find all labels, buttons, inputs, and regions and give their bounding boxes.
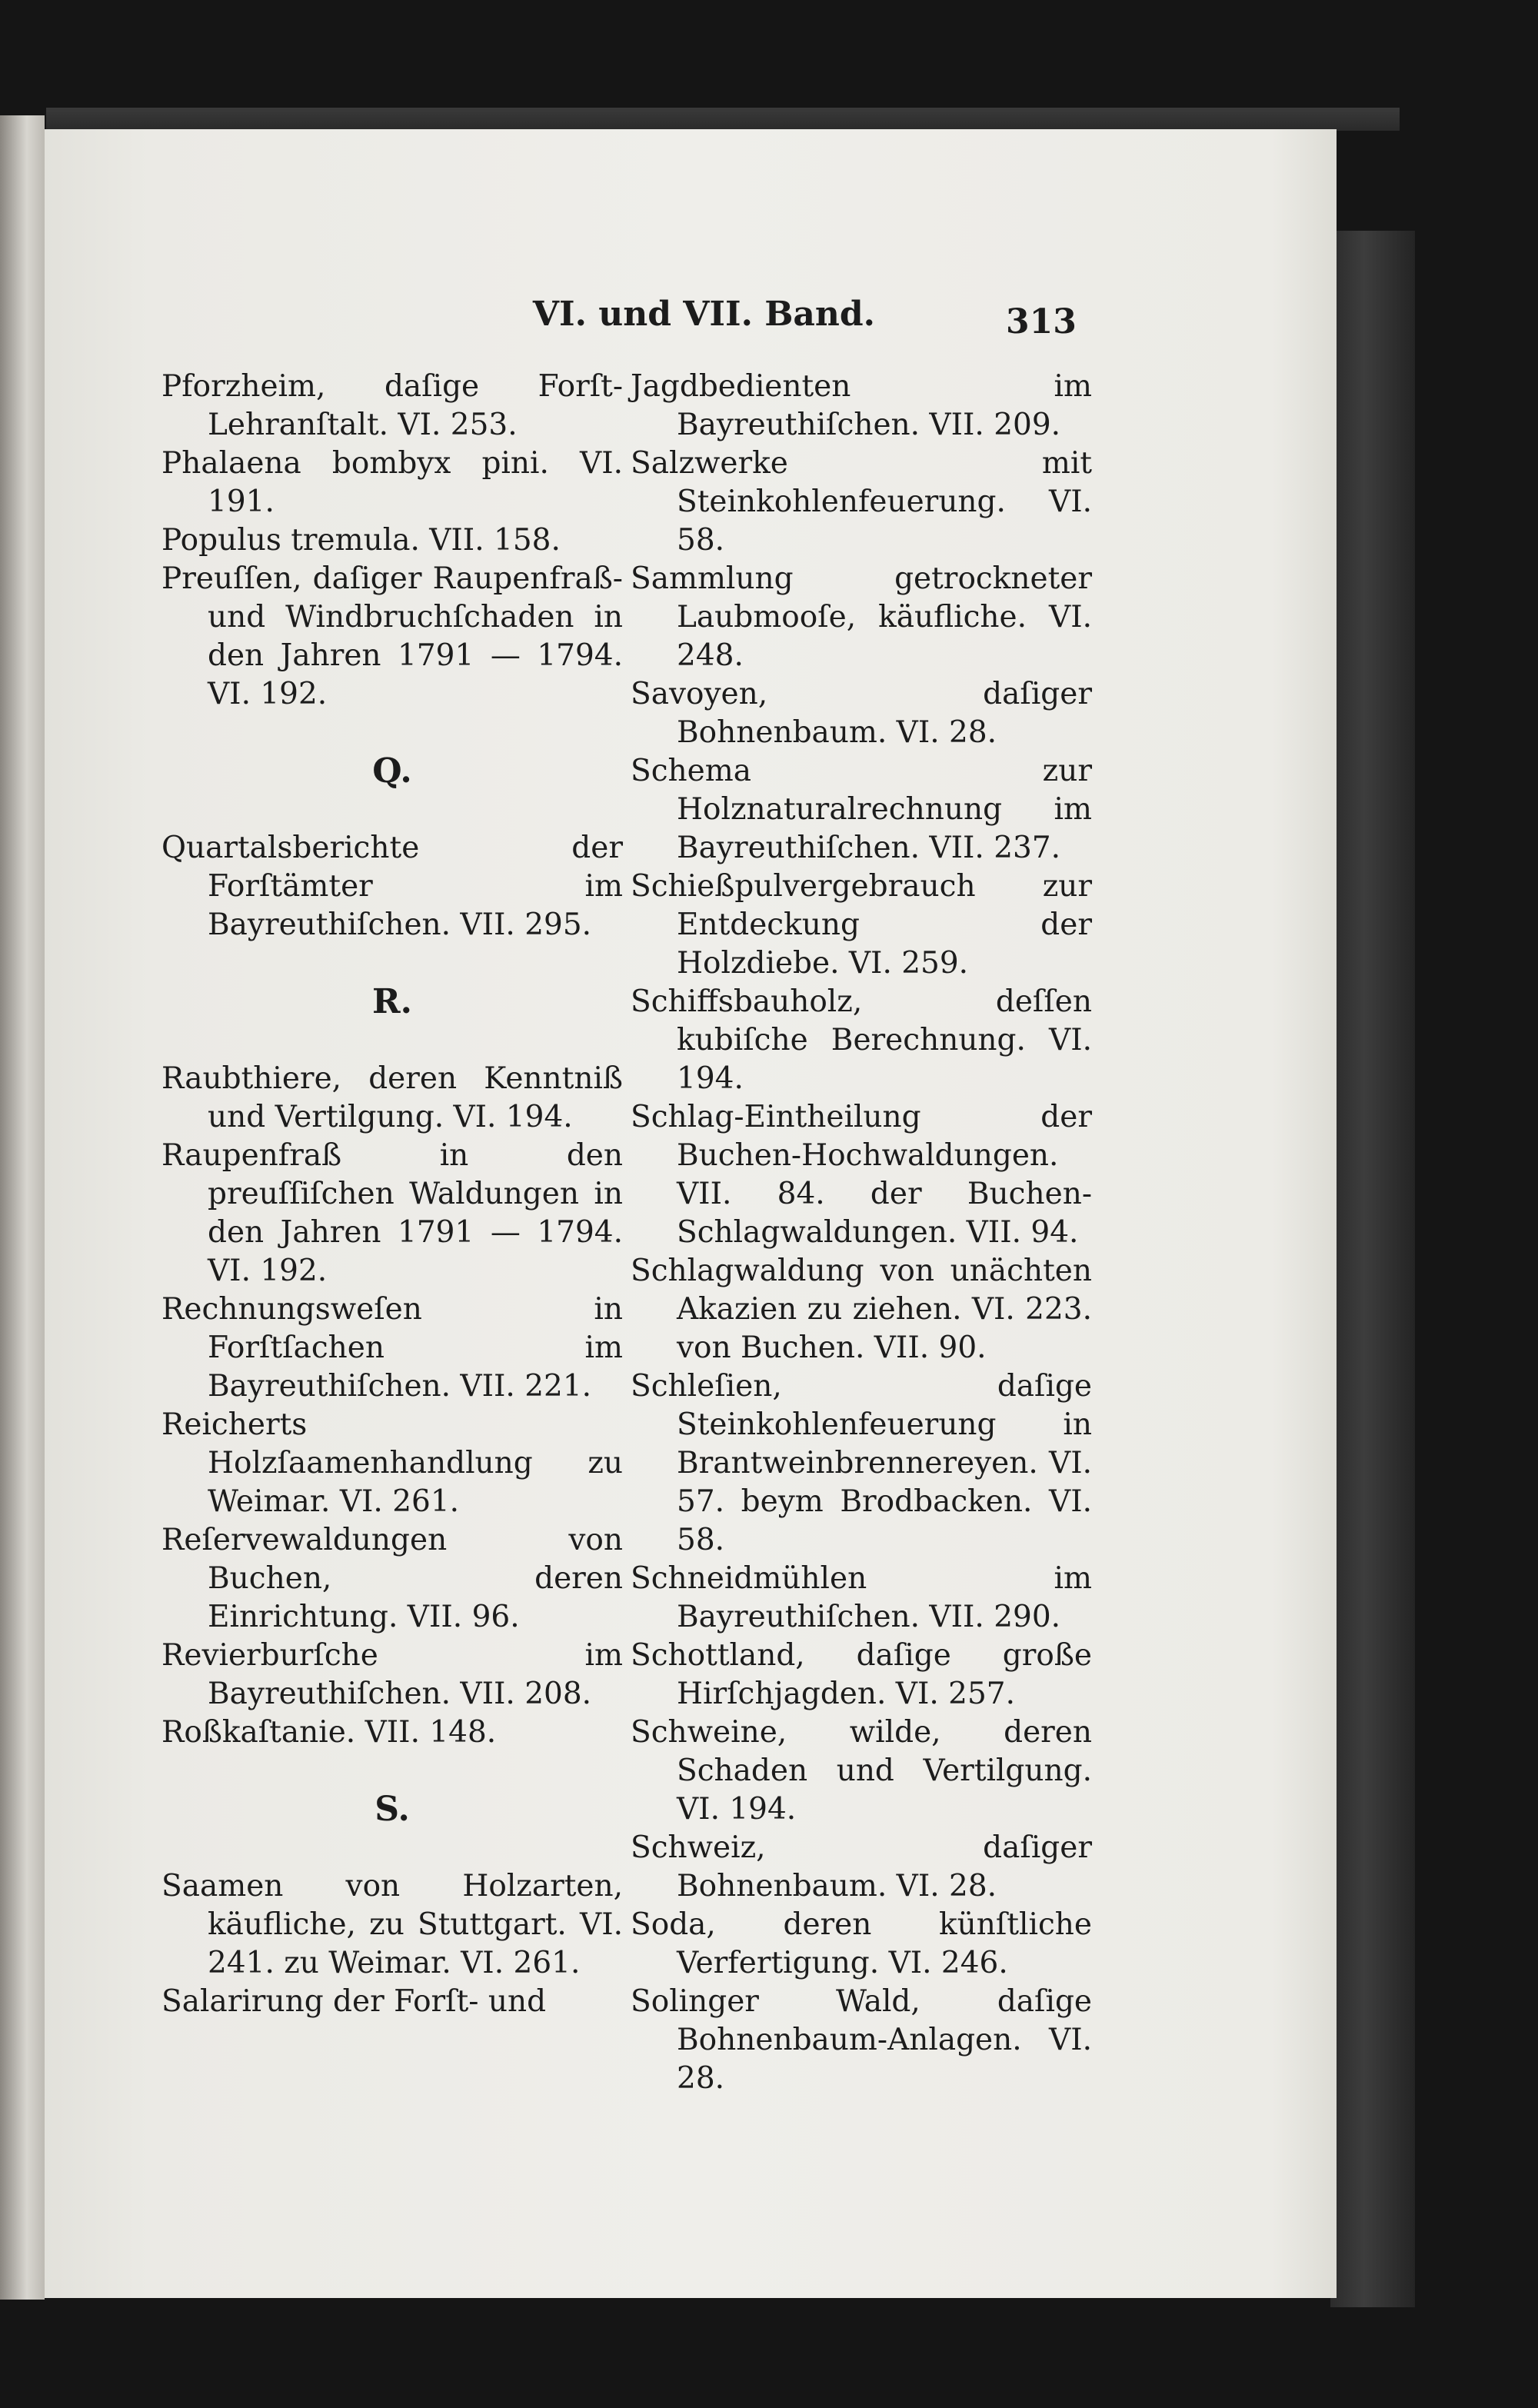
index-entry: Schleſien, daſige Steinkohlenfeuerung in Brantweinbrennereyen. VI. 57. beym Brodbacken. VI. 58. (631, 1369, 1092, 1557)
section-letter: S. (375, 1790, 410, 1829)
index-entry: Schema zur Holznaturalrechnung im Bayreuthiſchen. VII. 237. (631, 754, 1092, 865)
index-entry: Sammlung getrockneter Laubmooſe, käufliche. VI. 248. (631, 561, 1092, 673)
index-entry: Schweiz, daſiger Bohnenbaum. VI. 28. (631, 1830, 1092, 1903)
facing-page-edge (0, 115, 45, 2300)
index-entry: Schweine, wilde, deren Schaden und Vertilgung. VI. 194. (631, 1715, 1092, 1827)
index-entry: Reſervewaldungen von Buchen, deren Einrichtung. VII. 96. (161, 1523, 623, 1634)
index-entry: Preuſſen, daſiger Raupenfraß- und Windbruchſchaden in den Jahren 1791 — 1794. VI. 192. (161, 561, 623, 711)
index-entry: Rechnungsweſen in Forſtſachen im Bayreuthiſchen. VII. 221. (161, 1292, 623, 1404)
index-entry: Roßkaſtanie. VII. 148. (161, 1715, 497, 1750)
running-head: VI. und VII. Band. (532, 295, 875, 334)
index-entry: Schlag-Eintheilung der Buchen-Hochwaldungen. VII. 84. der Buchen-Schlagwaldungen. VII. 94. (631, 1100, 1092, 1250)
index-entry: Reicherts Holzſaamenhandlung zu Weimar. VI. 261. (161, 1407, 623, 1519)
index-entry: Salzwerke mit Steinkohlenfeuerung. VI. 58. (631, 446, 1092, 558)
index-entry: Soda, deren künſtliche Verfertigung. VI. 246. (631, 1907, 1092, 1980)
index-column-right (631, 368, 1092, 2098)
index-entry: Schottland, daſige große Hirſchjagden. VI. 257. (631, 1638, 1092, 1711)
index-entry: Populus tremula. VII. 158. (161, 523, 561, 558)
index-entry: Pforzheim, daſige Forſt-Lehranſtalt. VI. 253. (161, 369, 623, 442)
section-letter: R. (372, 982, 412, 1021)
index-entry: Revierburſche im Bayreuthiſchen. VII. 208. (161, 1638, 623, 1711)
page-number: 313 (1006, 302, 1077, 341)
book-cover-right-edge (1330, 231, 1415, 2307)
index-entry: Schiffsbauholz, deſſen kubiſche Berechnung. VI. 194. (631, 984, 1092, 1096)
index-entry: Raupenfraß in den preuſſiſchen Waldungen in den Jahren 1791 — 1794. VI. 192. (161, 1138, 623, 1288)
book-page (45, 129, 1337, 2298)
index-entry: Schneidmühlen im Bayreuthiſchen. VII. 290. (631, 1561, 1092, 1634)
index-entry: Solinger Wald, daſige Bohnenbaum-Anlagen. VI. 28. (631, 1984, 1092, 2096)
index-entry: Schießpulvergebrauch zur Entdeckung der Holzdiebe. VI. 259. (631, 869, 1092, 981)
index-column-left (161, 368, 623, 2021)
index-entry: Phalaena bombyx pini. VI. 191. (161, 446, 623, 519)
index-entry: Savoyen, daſiger Bohnenbaum. VI. 28. (631, 677, 1092, 750)
index-entry: Jagdbedienten im Bayreuthiſchen. VII. 209. (631, 369, 1092, 442)
index-entry: Quartalsberichte der Forſtämter im Bayreuthiſchen. VII. 295. (161, 831, 623, 942)
index-entry: Salarirung der Forſt- und (161, 1984, 547, 2019)
index-entry: Saamen von Holzarten, käufliche, zu Stuttgart. VI. 241. zu Weimar. VI. 261. (161, 1869, 623, 1980)
page-header (45, 287, 1337, 348)
section-letter: Q. (372, 751, 412, 791)
index-entry: Schlagwaldung von unächten Akazien zu ziehen. VI. 223. von Buchen. VII. 90. (631, 1254, 1092, 1365)
book-cover-top-edge (46, 108, 1400, 131)
index-entry: Raubthiere, deren Kenntniß und Vertilgung. VI. 194. (161, 1061, 623, 1134)
